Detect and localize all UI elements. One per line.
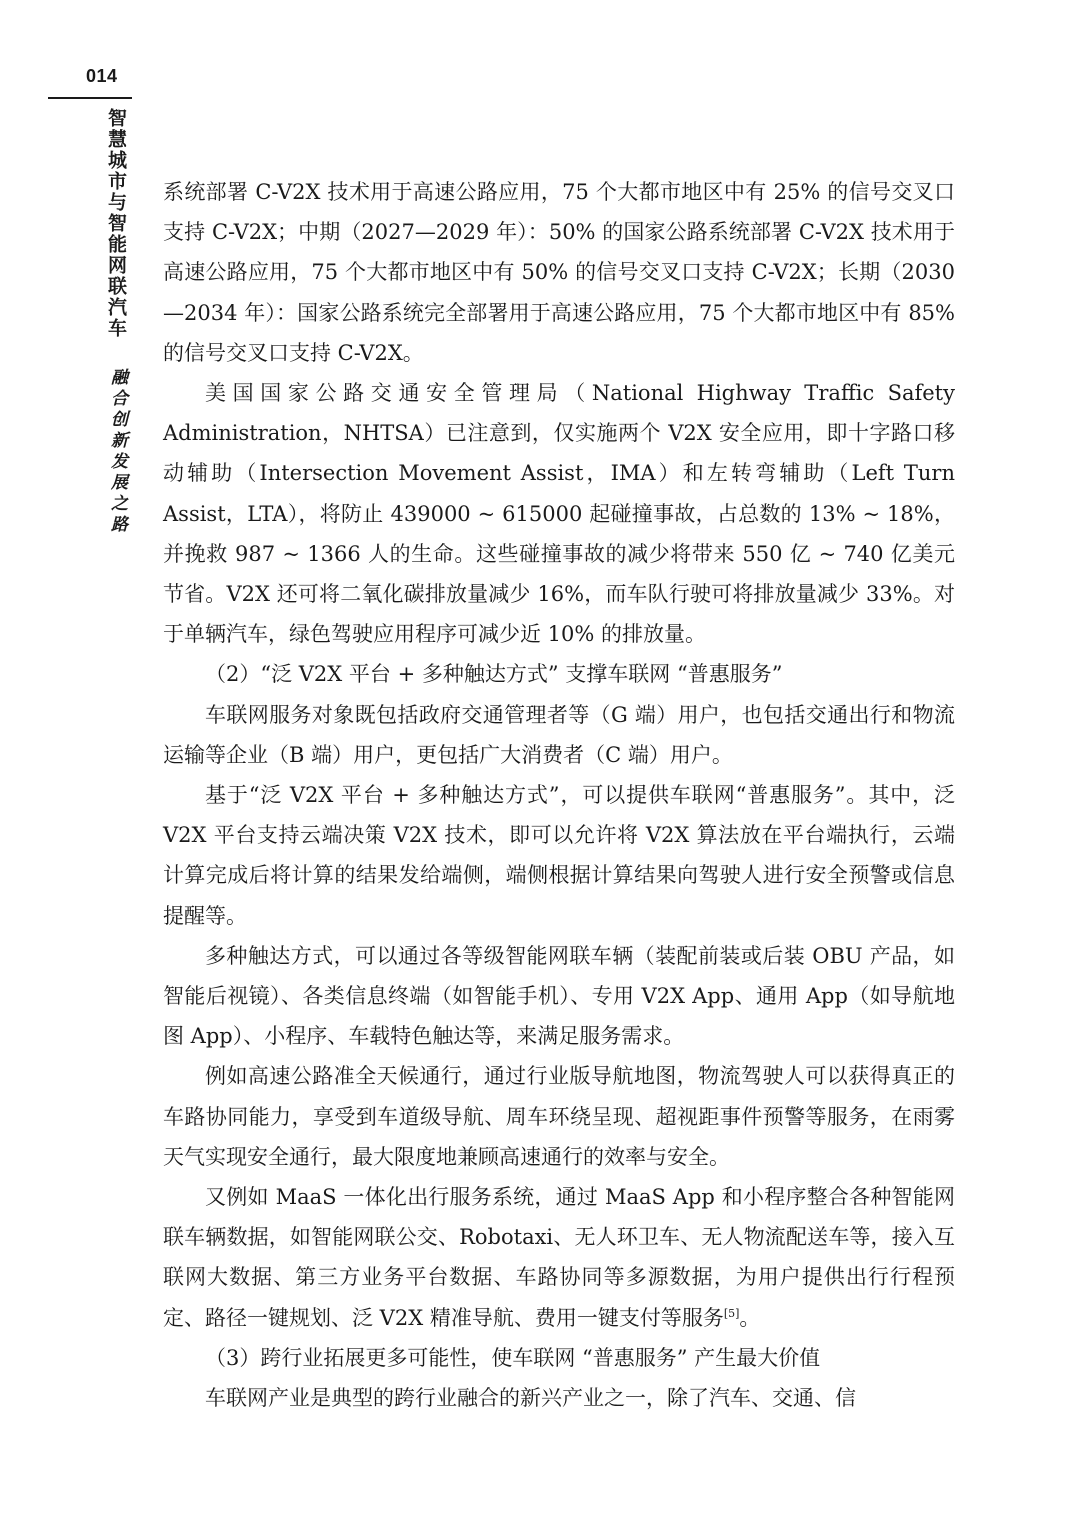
maas-text-tail: 。 [739,1305,761,1330]
paragraph-maas-example [163,1177,955,1338]
paragraph-service-users: 车联网服务对象既包括政府交通管理者等（G 端）用户，也包括交通出行和物流运输等企业（B 端）用户，更包括广大消费者（C 端）用户。 [163,702,955,767]
maas-text: 又例如 MaaS 一体化出行服务系统，通过 MaaS App 和小程序整合各种智能网联车辆数据，如智能网联公交、Robotaxi、无人环卫车、无人物流配送车等，接入互联网大数据、第三方业务平台数据、车路协同等多源数据，为用户提供出行行程预定、路径一键规划、泛 V2X 精准导航、费用一键支付等服务 [163,1185,955,1330]
paragraph-cross-industry: 车联网产业是典型的跨行业融合的新兴产业之一，除了汽车、交通、信 [205,1386,856,1411]
paragraph-access-methods: 多种触达方式，可以通过各等级智能网联车辆（装配前装或后装 OBU 产品，如智能后视镜）、各类信息终端（如智能手机）、专用 V2X App、通用 App（如导航地图 App）、小程序、车载特色触达等，来满足服务需求。 [163,943,955,1049]
section-heading-3: （3）跨行业拓展更多可能性，使车联网 “普惠服务” 产生最大价值 [205,1345,821,1370]
paragraph-highway-example: 例如高速公路准全天候通行，通过行业版导航地图，物流驾驶人可以获得真正的车路协同能力，享受到车道级导航、周车环绕呈现、超视距事件预警等服务，在雨雾天气实现安全通行，最大限度地兼顾高速通行的效率与安全。 [163,1064,955,1169]
paragraph-nhtsa: 美国国家公路交通安全管理局（National Highway Traffic Safety Administration，NHTSA）已注意到，仅实施两个 V2X 安全应用，即十字路口移动辅助（Intersection Movement Assist，IMA）和左转弯辅助（Left Turn Assist，LTA），将防止 439000 ~ 615000 起碰撞事故，占总数的 13% ~ 18%，并挽救 987 ~ 1366 人的生命。这些碰撞事故的减少将带来 550 亿 ~ 740 亿美元节省。V2X 还可将二氧化碳排放量减少 16%，而车队行驶可将排放量减少 33%。对于单辆汽车，绿色驾驶应用程序可减少近 10% 的排放量。 [163,381,955,647]
paragraph-v2x-platform: 基于“泛 V2X 平台 + 多种触达方式”，可以提供车联网“普惠服务”。其中，泛 V2X 平台支持云端决策 V2X 技术，即可以允许将 V2X 算法放在平台端执行，云端计算完成后将计算的结果发给端侧，端侧根据计算结果向驾驶人进行安全预警或信息提醒等。 [163,783,955,928]
page-number: 014 [86,66,118,86]
citation-ref[interactable]: [5] [723,1306,740,1320]
running-book-subtitle: 融合创新发展之路 [107,368,127,536]
running-book-title: 智慧城市与智能网联汽车 [105,108,127,339]
section-heading-2: （2）“泛 V2X 平台 + 多种触达方式” 支撑车联网 “普惠服务” [205,662,783,687]
header-rule [48,97,132,99]
paragraph-continuation: 系统部署 C-V2X 技术用于高速公路应用，75 个大都市地区中有 25% 的信号交叉口支持 C-V2X；中期（2027—2029 年）：50% 的国家公路系统部署 C-V2X 技术用于高速公路应用，75 个大都市地区中有 50% 的信号交叉口支持 C-V2X；长期（2030—2034 年）：国家公路系统完全部署用于高速公路应用，75 个大都市地区中有 85% 的信号交叉口支持 C-V2X。 [163,180,955,365]
body-text [163,172,955,1418]
